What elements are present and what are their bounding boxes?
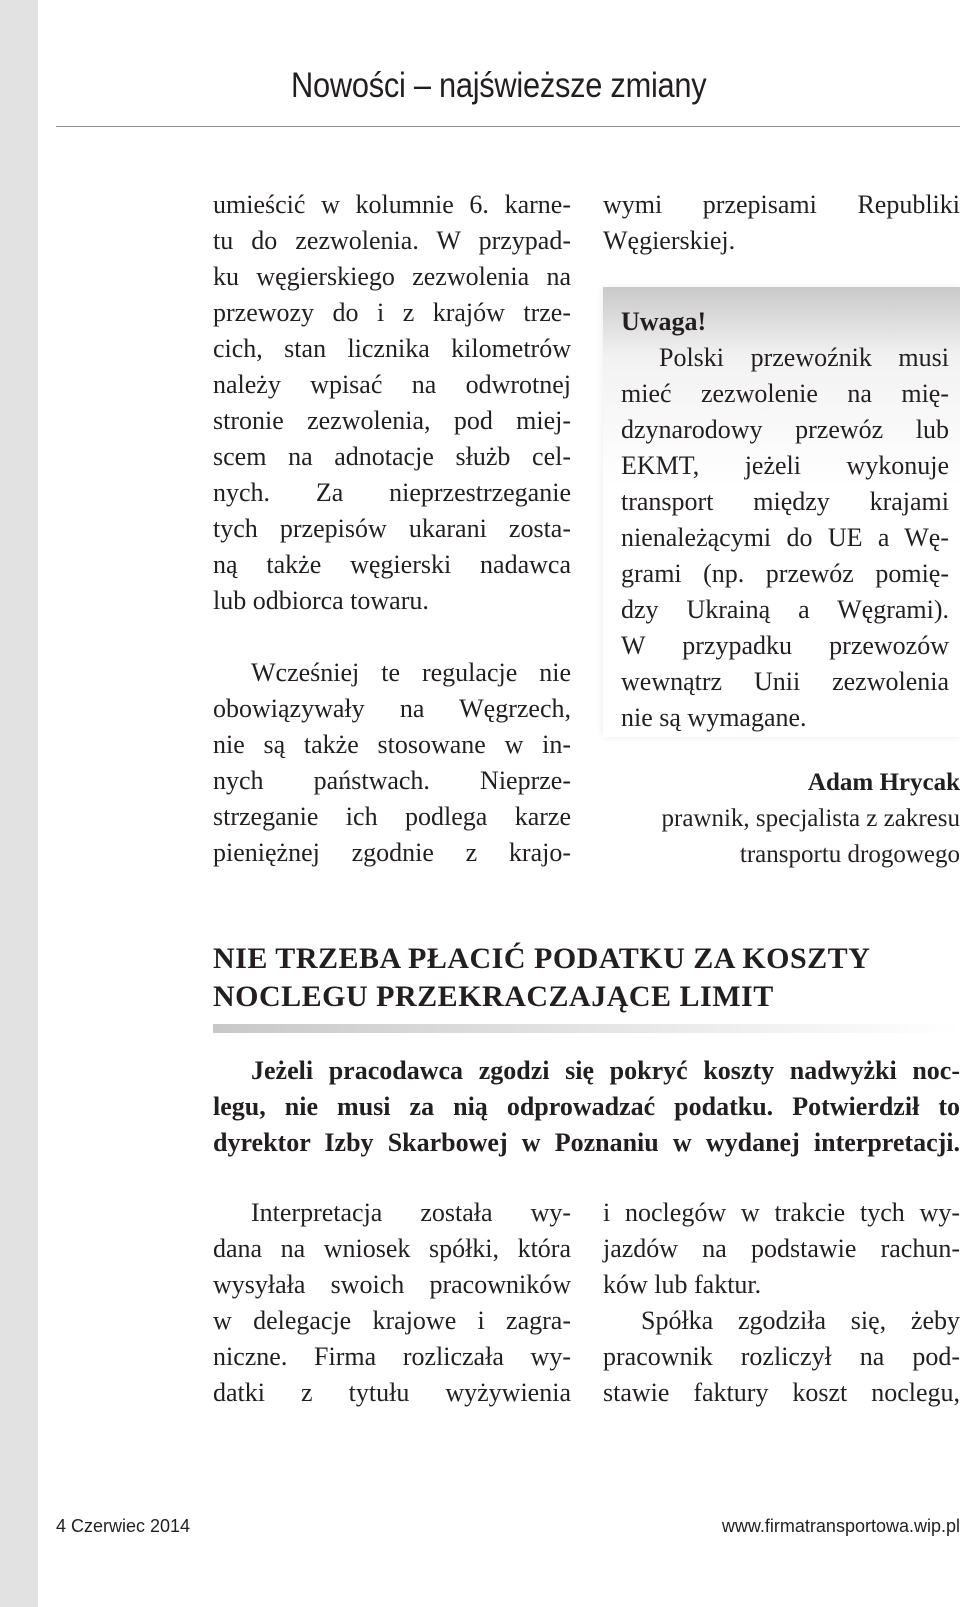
author-signature: [603, 765, 960, 873]
text-line: tu do zezwolenia. W przypad-: [213, 226, 571, 255]
heading-line: NOCLEGU PRZEKRACZAJĄCE LIMIT: [213, 980, 774, 1013]
text-line: i noclegów w trakcie tych wy-: [603, 1198, 960, 1227]
paragraph: [213, 187, 571, 619]
text-line: wysyłała swoich pracowników: [213, 1270, 571, 1299]
lead-line: legu, nie musi za nią odprowadzać podatku. Potwierdził to: [213, 1092, 960, 1121]
text-line: nie są także stosowane w in-: [213, 730, 571, 759]
text-line: W przypadku przewozów: [621, 631, 949, 660]
notice-content: [621, 304, 949, 736]
text-line: Wcześniej te regulacje nie: [251, 658, 571, 687]
text-line: nie są wymagane.: [621, 703, 807, 732]
text-line: tych przepisów ukarani zosta-: [213, 514, 571, 543]
text-line: strzeganie ich podlega karze: [213, 802, 571, 831]
text-line: transport między krajami: [621, 487, 949, 516]
text-line: nych państwach. Nieprze-: [213, 766, 571, 795]
footer-page-info: 4 Czerwiec 2014: [56, 1516, 191, 1536]
text-line: w delegacje krajowe i zagra-: [213, 1306, 571, 1335]
text-line: nych. Za nieprzestrzeganie: [213, 478, 571, 507]
article2-right-column: [603, 1195, 960, 1411]
text-line: ku węgierskiego zezwolenia na: [213, 262, 571, 291]
text-line: dana na wniosek spółki, która: [213, 1234, 571, 1263]
text-line: Węgierskiej.: [603, 226, 736, 255]
text-line: Polski przewoźnik musi: [659, 343, 949, 372]
article-top-left-column: [213, 187, 571, 871]
text-line: jazdów na podstawie rachun-: [603, 1234, 960, 1263]
article-top-right-column: [603, 187, 960, 259]
text-line: stronie zezwolenia, pod miej-: [213, 406, 571, 435]
article-heading: [213, 940, 960, 1016]
text-line: EKMT, jeżeli wykonuje: [621, 451, 949, 480]
lead-line: dyrektor Izby Skarbowej w Poznaniu w wydanej interpretacji.: [213, 1128, 960, 1157]
heading-underline-bar: [213, 1024, 960, 1033]
paragraph: [213, 1195, 571, 1411]
header-divider: [56, 126, 960, 127]
text-line: umieścić w kolumnie 6. karne-: [213, 190, 571, 219]
paragraph: [603, 1303, 960, 1411]
text-line: dzy Ukrainą a Węgrami).: [621, 595, 949, 624]
text-line: dzynarodowy przewóz lub: [621, 415, 949, 444]
text-line: nienależącymi do UE a Wę-: [621, 523, 949, 552]
heading-line: NIE TRZEBA PŁACIĆ PODATKU ZA KOSZTY: [213, 942, 871, 975]
text-line: Interpretacja została wy-: [251, 1198, 571, 1227]
footer-url: www.firmatransportowa.wip.pl: [721, 1516, 960, 1536]
notice-title: Uwaga!: [621, 307, 707, 336]
text-line: ków lub faktur.: [603, 1270, 762, 1299]
text-line: stawie faktury koszt noclegu,: [603, 1378, 960, 1407]
paragraph: [603, 187, 960, 259]
text-line: scem na adnotacje służb cel-: [213, 442, 571, 471]
text-line: wewnątrz Unii zezwolenia: [621, 667, 949, 696]
text-line: ną także węgierski nadawca: [213, 550, 571, 579]
text-line: należy wpisać na odwrotnej: [213, 370, 571, 399]
lead-line: Jeżeli pracodawca zgodzi się pokryć koszty nadwyżki noc-: [251, 1056, 960, 1085]
side-margin-bar: [0, 0, 38, 1607]
paragraph: [603, 1195, 960, 1303]
author-name: Adam Hrycak: [807, 769, 960, 796]
notice-box: [603, 287, 960, 737]
author-role: transportu drogowego: [739, 841, 960, 868]
text-line: cich, stan licznika kilometrów: [213, 334, 571, 363]
paragraph: [213, 655, 571, 871]
text-line: mieć zezwolenie na mię-: [621, 379, 949, 408]
text-line: Spółka zgodziła się, żeby: [641, 1306, 960, 1335]
text-line: grami (np. przewóz pomię-: [621, 559, 949, 588]
article2-left-column: [213, 1195, 571, 1411]
text-line: wymi przepisami Republiki: [603, 190, 960, 219]
text-line: lub odbiorca towaru.: [213, 586, 429, 615]
text-line: obowiązywały na Węgrzech,: [213, 694, 571, 723]
text-line: pracownik rozliczył na pod-: [603, 1342, 960, 1371]
article-lead: [213, 1053, 960, 1161]
text-line: przewozy do i z krajów trze-: [213, 298, 571, 327]
text-line: niczne. Firma rozliczała wy-: [213, 1342, 571, 1371]
author-role: prawnik, specjalista z zakresu: [661, 805, 960, 832]
running-header-title: Nowości – najświeższe zmiany: [291, 66, 707, 105]
text-line: pieniężnej zgodnie z krajo-: [213, 838, 571, 867]
text-line: datki z tytułu wyżywienia: [213, 1378, 571, 1407]
